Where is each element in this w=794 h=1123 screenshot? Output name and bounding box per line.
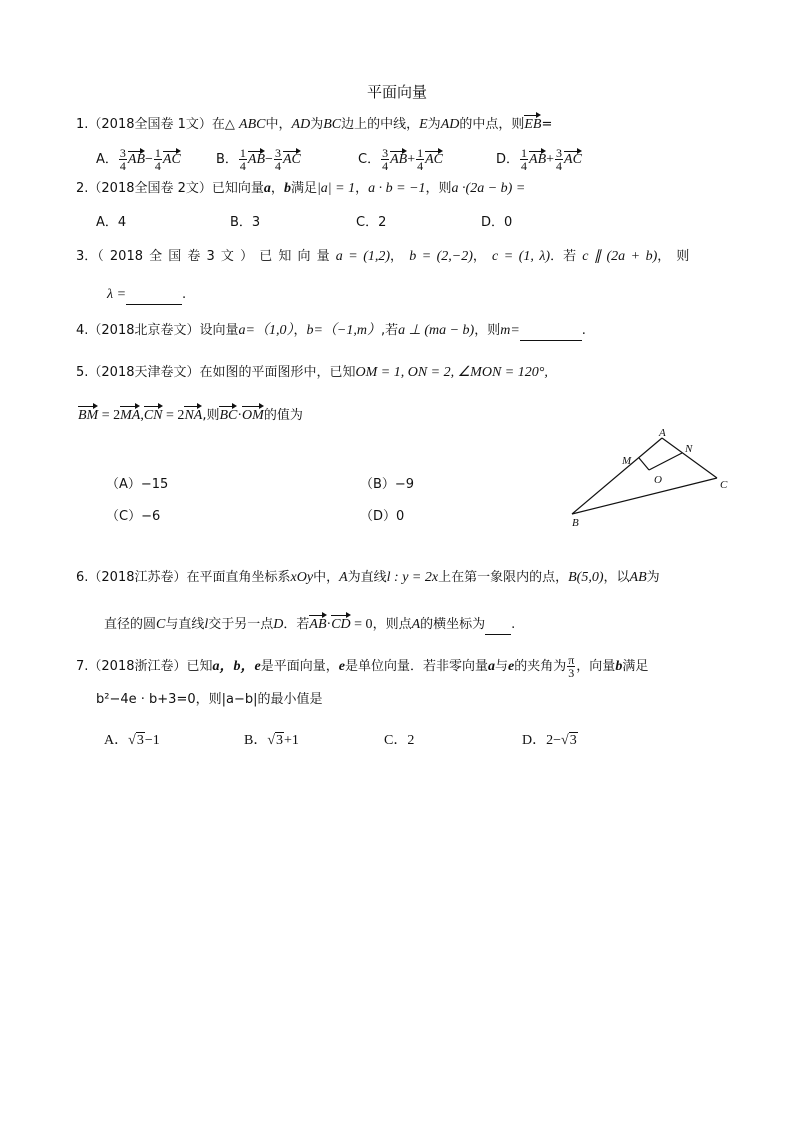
q2-option-d[interactable]: D．0	[481, 215, 513, 230]
question-source: （2018全国卷 1文）	[88, 117, 212, 132]
question-7: 7.（2018浙江卷）已知a，b，e是平面向量，e是单位向量．若非零向量a与e的夹角为 $\frac{\pi}{3}$ ，向量b满足	[76, 653, 649, 680]
q7-option-b[interactable]: B．√3+1	[244, 733, 299, 748]
label-n: N	[685, 443, 693, 455]
question-7-line-2: b²−4e · b+3=0，则|a−b|的最小值是	[96, 692, 323, 707]
answer-blank[interactable]	[520, 322, 582, 341]
label-a: A	[659, 427, 666, 439]
question-4: 4.（2018北京卷文）设向量a=（1,0），b=（−1,m）,若a ⊥ (ma − b)，则m= .	[76, 322, 586, 341]
q7-option-a[interactable]: A．√3−1	[104, 733, 160, 748]
segment-on	[649, 453, 682, 470]
q7-option-c[interactable]: C．2	[384, 733, 415, 748]
question-6: 6.（2018江苏卷）在平面直角坐标系xOy中，A为直线l : y = 2x上在第一象限内的点，B(5,0)，以AB为	[76, 570, 660, 585]
q7-option-d[interactable]: D．2−√3	[522, 733, 577, 748]
q2-option-a[interactable]: A．4	[96, 215, 127, 230]
q1-option-b[interactable]: B． $\frac{1}{4}$ AB− $\frac{3}{4}$ AC	[216, 146, 301, 173]
question-3-answer: λ = .	[107, 286, 186, 305]
q5-option-a[interactable]: （A）−15	[106, 477, 169, 492]
question-3: 3．（ 2018 全 国 卷 3 文 ） 已 知 向 量 a = (1,2)， b = (2,−2)， c = (1, λ)．若 c ∥ (2a + b)， 则	[76, 249, 690, 264]
page-title: 平面向量	[366, 83, 427, 101]
answer-blank[interactable]	[485, 616, 511, 635]
q2-option-c[interactable]: C．2	[356, 215, 387, 230]
q5-option-d[interactable]: （D）0	[360, 509, 405, 524]
q1-option-a[interactable]: A． $\frac{3}{4}$ AB− $\frac{1}{4}$ AC	[96, 146, 181, 173]
q1-option-d[interactable]: D． $\frac{1}{4}$ AB+ $\frac{3}{4}$ AC	[496, 146, 582, 173]
q2-option-b[interactable]: B．3	[230, 215, 261, 230]
question-2: 2.（2018全国卷 2文）已知向量a，b满足|a| = 1，a · b = −1，则a ·(2a − b) =	[76, 181, 526, 196]
label-b: B	[572, 517, 579, 529]
q1-option-c[interactable]: C． $\frac{3}{4}$ AB+ $\frac{1}{4}$ AC	[358, 146, 443, 173]
q5-option-b[interactable]: （B）−9	[360, 477, 415, 492]
question-5-line-2: BM = 2MA,CN = 2NA,则BC·OM的值为	[78, 405, 303, 425]
segment-mo	[639, 458, 649, 470]
label-m: M	[622, 455, 632, 467]
question-1: 1.（2018全国卷 1文）在△ ABC中，AD为BC边上的中线，E为AD的中点，则EB=	[76, 114, 552, 134]
label-c: C	[720, 479, 728, 491]
q5-option-c[interactable]: （C）−6	[106, 509, 161, 524]
label-o: O	[654, 474, 662, 486]
question-6-line-2: 直径的圆C与直线l交于另一点D．若AB·CD = 0，则点A的横坐标为 .	[104, 614, 515, 635]
question-number: 1.	[76, 117, 89, 132]
question-5: 5.（2018天津卷文）在如图的平面图形中，已知OM = 1, ON = 2, ∠MON = 120°,	[76, 365, 548, 380]
triangle-figure	[562, 426, 742, 536]
answer-blank[interactable]	[126, 286, 182, 305]
